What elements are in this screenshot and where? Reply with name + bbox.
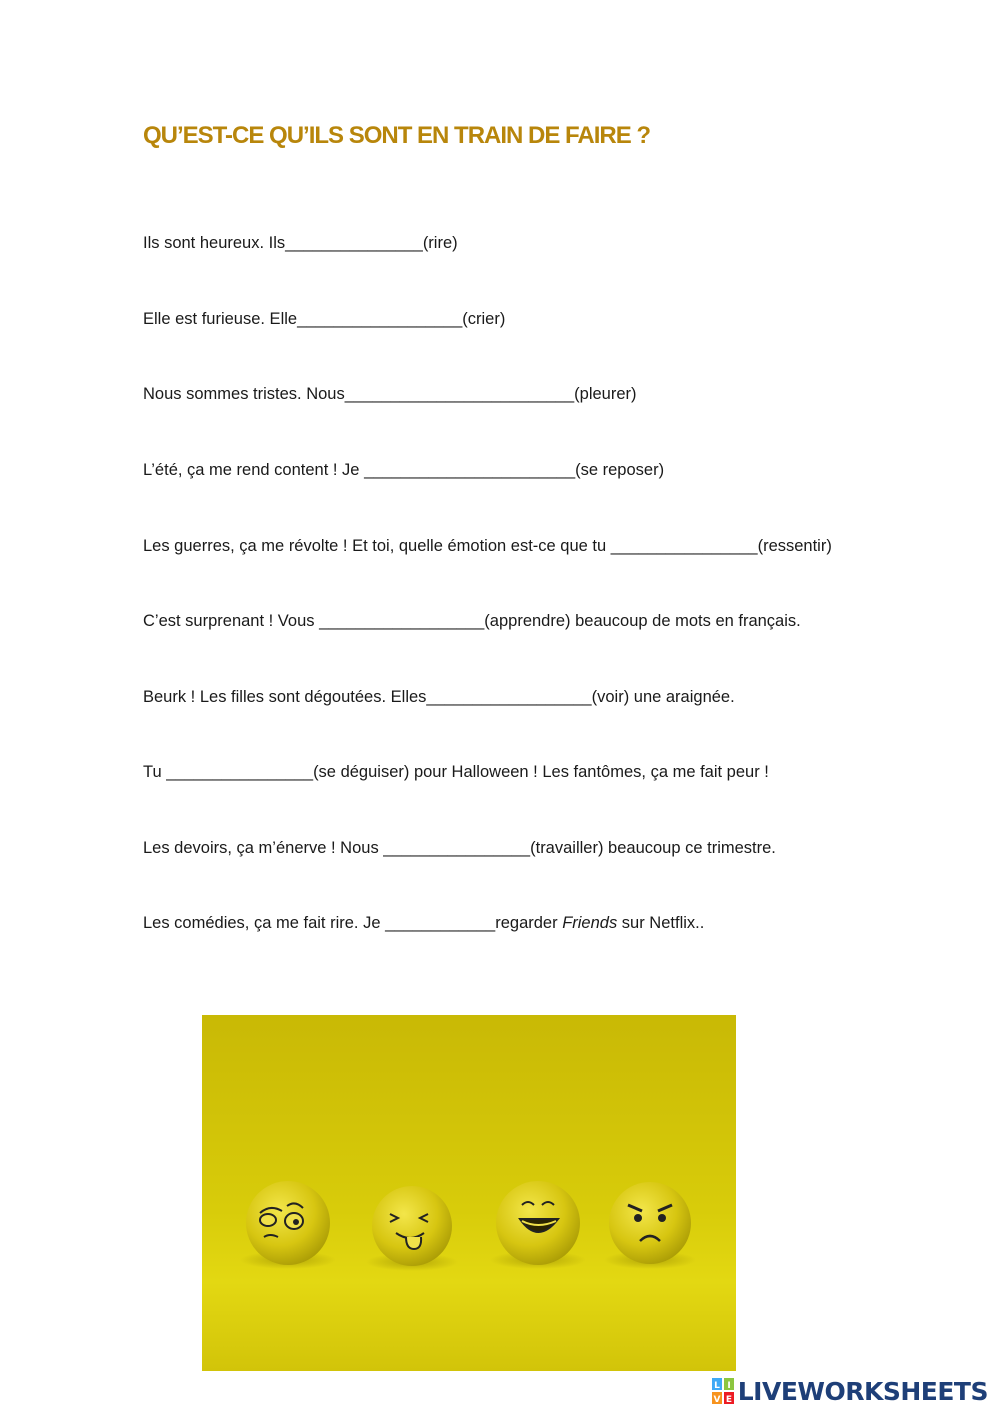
exercise-sentence-10: Les comédies, ça me fait rire. Je ____________regarder Friends sur Netflix.. [143,914,705,932]
emoji-balls-photo [202,1015,736,1371]
svg-text:I: I [727,1381,731,1391]
answer-blank[interactable]: _______________ [285,234,423,252]
exercise-sentence-1: Ils sont heureux. Ils_______________(rire) [143,234,458,252]
exercise-sentence-8: Tu ________________(se déguiser) pour Halloween ! Les fantômes, ça me fait peur ! [143,763,769,781]
answer-blank[interactable]: ________________ [610,537,758,555]
answer-blank[interactable]: __________________ [297,310,463,328]
exercise-sentence-6: C’est surprenant ! Vous __________________(apprendre) beaucoup de mots en français. [143,612,801,630]
answer-blank[interactable]: ____________ [385,914,496,932]
page-title: QU’EST-CE QU’ILS SONT EN TRAIN DE FAIRE ? [143,122,651,149]
exercise-sentence-4: L’été, ça me rend content ! Je _______________________(se reposer) [143,461,665,479]
brand-name: LIVEWORKSHEETS [737,1376,988,1406]
liveworksheets-logo-icon [712,1378,734,1404]
svg-text:V: V [713,1395,721,1404]
exercise-sentence-3: Nous sommes tristes. Nous_________________________(pleurer) [143,385,637,403]
answer-blank[interactable]: _______________________ [364,461,576,479]
exercise-sentence-9: Les devoirs, ça m’énerve ! Nous ________________(travailler) beaucoup ce trimestre. [143,839,776,857]
exercise-sentence-5: Les guerres, ça me révolte ! Et toi, quelle émotion est-ce que tu ________________(ressentir) [143,537,832,555]
svg-text:E: E [725,1395,732,1404]
exercise-sentence-2: Elle est furieuse. Elle__________________(crier) [143,310,506,328]
answer-blank[interactable]: ________________ [383,839,531,857]
answer-blank[interactable]: _________________________ [344,385,575,403]
exercise-sentence-7: Beurk ! Les filles sont dégoutées. Elles__________________(voir) une araignée. [143,688,735,706]
answer-blank[interactable]: __________________ [319,612,485,630]
answer-blank[interactable]: ________________ [166,763,314,781]
svg-text:L: L [713,1381,720,1391]
liveworksheets-brand [712,1376,988,1406]
answer-blank[interactable]: __________________ [426,688,592,706]
